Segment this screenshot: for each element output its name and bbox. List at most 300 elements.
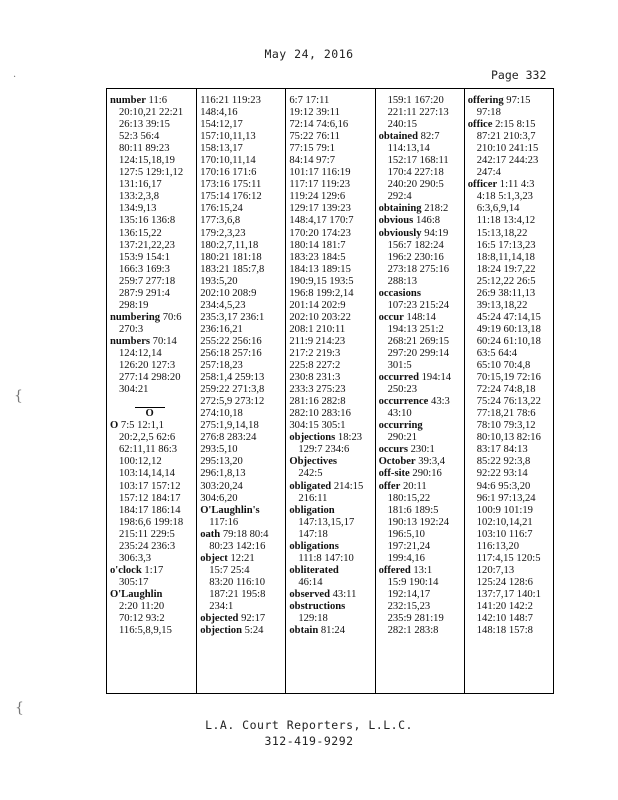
index-term-word: offering [467, 95, 504, 106]
index-reference-line: 235:24 236:3 [119, 540, 176, 552]
index-term-word: O'Laughlin [110, 588, 163, 600]
index-term-entry [110, 312, 196, 324]
index-term-entry [200, 505, 285, 517]
index-term-word: offered [378, 564, 411, 576]
index-reference-line: 295:13,20 [200, 456, 243, 468]
index-term-refs: 97:15 [503, 95, 531, 106]
index-term-entry [110, 565, 196, 577]
index-term-refs: 11:6 [145, 95, 167, 106]
index-reference-line: 196:5,10 [387, 528, 425, 540]
transcript-date: May 24, 2016 [264, 47, 354, 61]
index-reference-line: 298:19 [119, 299, 149, 311]
index-reference-line: 297:20 299:14 [387, 347, 450, 359]
index-reference-line: 135:16 136:8 [119, 215, 176, 227]
index-reference-line: 147:18 [298, 528, 328, 540]
index-reference-line: 65:10 70:4,8 [476, 360, 531, 372]
index-reference-line: 80:10,13 82:16 [476, 432, 541, 444]
index-reference-line: 124:12,14 [119, 347, 162, 359]
index-reference-line: 216:11 [298, 492, 328, 504]
index-term-word: numbers [110, 335, 151, 347]
index-term-word: occurrence [378, 396, 429, 408]
index-reference-line: 18:24 19:7,22 [476, 263, 536, 275]
index-reference-line: 45:24 47:14,15 [476, 311, 541, 323]
index-term-word: officer [467, 179, 498, 191]
index-reference-line: 221:11 227:13 [387, 107, 449, 119]
index-term-refs: 43:11 [329, 588, 357, 600]
index-reference-line: 180:2,7,11,18 [200, 239, 259, 251]
index-reference-line: 134:9,13 [119, 203, 157, 215]
index-reference-line: 156:7 182:24 [387, 239, 444, 251]
index-reference-line: 129:7 234:6 [298, 444, 350, 456]
index-reference-line: 147:13,15,17 [298, 516, 355, 528]
index-term-word: oath [200, 528, 221, 540]
index-reference-line: 177:3,6,8 [200, 215, 241, 227]
index-term-entry [379, 228, 464, 240]
index-column [375, 89, 464, 693]
index-reference-line: 175:14 176:12 [200, 191, 262, 203]
index-reference-line: 103:10 116:7 [476, 528, 533, 540]
index-reference-line: 15:13,18,22 [476, 227, 528, 239]
index-reference-line: 87:21 210:3,7 [476, 131, 536, 143]
index-term-refs: 214:15 [331, 480, 364, 492]
index-reference-line: 192:14,17 [387, 588, 431, 600]
index-reference-line: 70:12 93:2 [119, 613, 165, 625]
index-term-word: obvious [378, 215, 414, 227]
index-term-word: numbering [110, 311, 161, 323]
index-term-refs: 2:15 8:15 [492, 119, 536, 131]
index-reference-line: 170:20 174:23 [289, 227, 351, 239]
index-term-entry [289, 565, 374, 577]
index-reference-line: 198:6,6 199:18 [119, 516, 184, 528]
index-reference-line: 116:5,8,9,15 [119, 625, 172, 637]
index-reference-line: 62:11,11 86:3 [119, 444, 178, 456]
index-term-word: office [467, 119, 493, 131]
index-term-entry [379, 420, 464, 432]
index-term-entry [379, 565, 464, 577]
index-reference-line: 129:17 139:23 [289, 203, 351, 215]
index-term-word: obligations [289, 540, 339, 552]
index-term-word: October [378, 456, 416, 468]
index-reference-line: 101:17 116:19 [289, 167, 351, 179]
index-reference-line: 11:18 13:4,12 [476, 215, 536, 227]
index-reference-line: 60:24 61:10,18 [476, 335, 541, 347]
index-reference-line: 148:18 157:8 [476, 625, 533, 637]
index-reference-line: 181:6 189:5 [387, 504, 439, 516]
index-reference-line: 83:20 116:10 [209, 576, 266, 588]
index-reference-line: 142:10 148:7 [476, 613, 533, 625]
binding-hole-mark-icon: { [14, 388, 23, 404]
index-reference-line: 4:18 5:1,3,23 [476, 191, 533, 203]
index-reference-line: 158:13,17 [200, 143, 243, 155]
index-reference-line: 240:20 290:5 [387, 179, 444, 191]
index-reference-line: 111:8 147:10 [298, 552, 354, 564]
index-term-entry [110, 589, 196, 601]
index-reference-line: 257:18,23 [200, 360, 243, 372]
section-letter: O [135, 407, 164, 419]
index-term-refs: 1:17 [141, 564, 164, 576]
index-reference-line: 240:15 [387, 119, 417, 131]
page-number: Page 332 [491, 68, 547, 82]
index-reference-line: 180:21 181:18 [200, 251, 262, 263]
index-reference-line: 103:17 157:12 [119, 480, 181, 492]
index-reference-line: 275:1,9,14,18 [200, 420, 259, 432]
index-reference-line: 276:8 283:24 [200, 432, 257, 444]
index-term-word: occasions [378, 287, 421, 299]
index-reference-line: 46:14 [298, 576, 323, 588]
index-reference-line: 232:15,23 [387, 600, 431, 612]
index-term-word: objection [200, 625, 242, 637]
index-reference-line: 270:3 [119, 323, 144, 335]
index-reference-line: 180:14 181:7 [289, 239, 346, 251]
index-reference-line: 293:5,10 [200, 444, 238, 456]
index-reference-line: 288:13 [387, 275, 417, 287]
index-term-entry [379, 372, 464, 384]
scan-mark-icon: · [13, 72, 17, 83]
index-reference-line: 126:20 127:3 [119, 360, 176, 372]
index-term-entry [289, 505, 374, 517]
index-term-word: obligation [289, 504, 335, 516]
index-reference-line: 127:5 129:1,12 [119, 167, 184, 179]
index-term-entry [379, 456, 464, 468]
footer-reporter-name: L.A. Court Reporters, L.L.C. [205, 718, 413, 732]
index-reference-line: 120:7,13 [476, 564, 515, 576]
index-reference-line: 39:13,18,22 [476, 299, 528, 311]
index-reference-line: 235:9 281:19 [387, 613, 444, 625]
index-reference-line: 6:7 17:11 [289, 95, 330, 106]
index-reference-line: 190:13 192:24 [387, 516, 450, 528]
index-term-refs: 1:11 4:3 [497, 179, 535, 191]
index-reference-line: 197:21,24 [387, 540, 431, 552]
index-term-entry [379, 288, 464, 300]
index-term-word: occur [378, 311, 404, 323]
index-term-entry [200, 553, 285, 565]
index-column [464, 89, 553, 693]
index-reference-line: 70:15,19 72:16 [476, 372, 541, 384]
index-reference-line: 26:9 38:11,13 [476, 287, 536, 299]
index-term-word: occurred [378, 372, 419, 384]
binding-hole-mark-icon: { [15, 700, 24, 716]
index-reference-line: 211:9 214:23 [289, 335, 346, 347]
index-reference-line: 116:21 119:23 [200, 95, 261, 106]
index-reference-line: 196:2 230:16 [387, 251, 444, 263]
index-term-entry [289, 541, 374, 553]
index-term-refs: 5:24 [241, 625, 264, 637]
index-reference-line: 190:9,15 193:5 [289, 275, 354, 287]
index-term-refs: 230:1 [407, 444, 435, 456]
index-term-entry [289, 601, 374, 613]
index-reference-line: 193:5,20 [200, 275, 238, 287]
index-reference-line: 131:16,17 [119, 179, 162, 191]
index-reference-line: 194:13 251:2 [387, 323, 444, 335]
index-reference-line: 2:20 11:20 [119, 600, 165, 612]
index-reference-line: 124:15,18,19 [119, 155, 175, 167]
index-reference-line: 43:10 [387, 408, 412, 420]
index-reference-line: 116:13,20 [476, 540, 520, 552]
index-reference-line: 83:17 84:13 [476, 444, 528, 456]
index-reference-line: 306:3,3 [119, 552, 152, 564]
index-reference-line: 20:10,21 22:21 [119, 107, 184, 119]
index-term-refs: 7:5 12:1,1 [118, 420, 164, 432]
index-term-word: Objectives [289, 456, 338, 468]
index-reference-line: 137:7,17 140:1 [476, 588, 541, 600]
index-reference-line: 259:22 271:3,8 [200, 384, 265, 396]
index-reference-line: 100:12,12 [119, 456, 162, 468]
index-term-entry [379, 203, 464, 215]
index-reference-line: 170:16 171:6 [200, 167, 257, 179]
index-term-entry [289, 456, 374, 468]
footer-phone: 312-419-9292 [264, 734, 354, 748]
index-reference-line: 303:20,24 [200, 480, 243, 492]
index-column [196, 89, 285, 693]
index-term-refs: 20:11 [400, 480, 427, 492]
index-term-entry [379, 215, 464, 227]
index-reference-line: 180:15,22 [387, 492, 431, 504]
index-reference-line: 72:14 74:6,16 [289, 119, 349, 131]
index-reference-line: 225:8 227:2 [289, 360, 341, 372]
index-term-refs: 146:8 [413, 215, 441, 227]
index-reference-line: 166:3 169:3 [119, 263, 170, 275]
index-reference-line: 292:4 [387, 191, 412, 203]
index-term-word: observed [289, 588, 330, 600]
index-reference-line: 234:1 [209, 600, 234, 612]
index-reference-line: 233:3 275:23 [289, 384, 346, 396]
index-reference-line: 77:18,21 78:6 [476, 408, 536, 420]
index-reference-line: 296:1,8,13 [200, 468, 246, 480]
index-reference-line: 290:21 [387, 432, 417, 444]
index-reference-line: 148:4,16 [200, 107, 238, 119]
index-reference-line: 63:5 64:4 [476, 347, 518, 359]
index-reference-line: 305:17 [119, 576, 149, 588]
index-reference-line: 107:23 215:24 [387, 299, 450, 311]
index-term-word: obliterated [289, 564, 339, 576]
index-reference-line: 133:2,3,8 [119, 191, 160, 203]
index-reference-line: 272:5,9 273:12 [200, 396, 265, 408]
index-reference-line: 304:21 [119, 384, 149, 396]
index-term-word: obtained [378, 131, 419, 143]
index-reference-line: 230:8 231:3 [289, 372, 341, 384]
index-term-word: obtaining [378, 203, 422, 215]
index-reference-line: 184:13 189:15 [289, 263, 351, 275]
index-reference-line: 136:15,22 [119, 227, 162, 239]
index-reference-line: 114:13,14 [387, 143, 430, 155]
index-term-entry [200, 529, 285, 541]
index-term-entry [468, 179, 553, 191]
index-term-word: number [110, 95, 146, 106]
index-reference-line: 259:7 277:18 [119, 275, 176, 287]
index-term-refs: 12:21 [227, 552, 255, 564]
index-reference-line: 179:2,3,23 [200, 227, 246, 239]
index-reference-line: 170:4 227:18 [387, 167, 444, 179]
index-reference-line: 210:10 241:15 [476, 143, 539, 155]
index-reference-line: 176:15,24 [200, 203, 243, 215]
index-term-refs: 70:14 [150, 335, 177, 347]
index-term-refs: 290:16 [409, 468, 442, 480]
index-reference-line: 236:16,21 [200, 323, 243, 335]
index-term-word: occurring [378, 420, 423, 432]
index-reference-line: 274:10,18 [200, 408, 243, 420]
index-term-refs: 70:6 [160, 311, 182, 323]
index-reference-line: 75:22 76:11 [289, 131, 340, 143]
index-term-refs: 81:24 [318, 625, 346, 637]
index-reference-line: 215:11 229:5 [119, 528, 175, 540]
index-reference-line: 258:1,4 259:13 [200, 372, 265, 384]
index-term-refs: 82:7 [418, 131, 440, 143]
index-term-entry [468, 119, 553, 131]
index-reference-line: 184:17 186:14 [119, 504, 181, 516]
index-reference-line: 154:12,17 [200, 119, 243, 131]
index-term-word: obstructions [289, 600, 346, 612]
index-reference-line: 250:23 [387, 384, 417, 396]
index-reference-line: 304:6,20 [200, 492, 238, 504]
index-term-word: O [110, 420, 119, 432]
index-term-word: obviously [378, 227, 422, 239]
index-term-entry [379, 131, 464, 143]
index-reference-line: 6:3,6,9,14 [476, 203, 520, 215]
index-reference-line: 103:14,14,14 [119, 468, 175, 480]
index-term-entry [468, 95, 553, 107]
index-reference-line: 129:18 [298, 613, 328, 625]
index-term-word: o'clock [110, 564, 142, 576]
index-reference-line: 242:17 244:23 [476, 155, 539, 167]
index-term-entry [200, 625, 285, 637]
index-reference-line: 173:16 175:11 [200, 179, 262, 191]
index-term-entry [379, 396, 464, 408]
word-index-table [106, 88, 554, 694]
index-term-refs: 18:23 [335, 432, 363, 444]
index-reference-line: 72:24 74:8,18 [476, 384, 536, 396]
index-reference-line: 282:10 283:16 [289, 408, 351, 420]
index-term-entry [200, 613, 285, 625]
index-term-entry [379, 468, 464, 480]
index-reference-line: 282:1 283:8 [387, 625, 439, 637]
index-term-entry [379, 312, 464, 324]
index-term-word: obligated [289, 480, 332, 492]
index-reference-line: 199:4,16 [387, 552, 425, 564]
index-reference-line: 97:18 [476, 107, 501, 119]
index-reference-line: 80:11 89:23 [119, 143, 170, 155]
index-reference-line: 78:10 79:3,12 [476, 420, 536, 432]
index-reference-line: 183:21 185:7,8 [200, 263, 265, 275]
index-reference-line: 187:21 195:8 [209, 588, 266, 600]
index-reference-line: 256:18 257:16 [200, 347, 262, 359]
index-reference-line: 247:4 [476, 167, 501, 179]
index-reference-line: 281:16 282:8 [289, 396, 346, 408]
index-reference-line: 119:24 129:6 [289, 191, 346, 203]
index-reference-line: 117:16 [209, 516, 239, 528]
index-reference-line: 77:15 79:1 [289, 143, 335, 155]
index-reference-line: 92:22 93:14 [476, 468, 528, 480]
index-reference-line: 159:1 167:20 [387, 95, 444, 106]
index-reference-line: 157:12 184:17 [119, 492, 181, 504]
index-reference-line: 19:12 39:11 [289, 107, 340, 119]
index-term-entry [379, 444, 464, 456]
index-reference-line: 20:2,2,5 62:6 [119, 432, 176, 444]
index-term-refs: 194:14 [418, 372, 452, 384]
index-term-entry [110, 336, 196, 348]
index-reference-line: 202:10 203:22 [289, 311, 351, 323]
index-reference-line: 137:21,22,23 [119, 239, 175, 251]
index-reference-line: 304:15 305:1 [289, 420, 346, 432]
index-reference-line: 170:10,11,14 [200, 155, 256, 167]
index-reference-line: 183:23 184:5 [289, 251, 346, 263]
index-reference-line: 287:9 291:4 [119, 287, 170, 299]
index-term-word: obtain [289, 625, 319, 637]
index-reference-line: 117:17 119:23 [289, 179, 351, 191]
index-reference-line: 202:10 208:9 [200, 287, 257, 299]
index-reference-line: 16:5 17:13,23 [476, 239, 536, 251]
index-reference-line: 49:19 60:13,18 [476, 323, 541, 335]
index-reference-line: 277:14 298:20 [119, 372, 181, 384]
index-term-word: off-site [378, 468, 410, 480]
index-term-refs: 43:3 [428, 396, 450, 408]
index-reference-line: 18:8,11,14,18 [476, 251, 535, 263]
index-reference-line: 15:7 25:4 [209, 564, 250, 576]
index-reference-line: 94:6 95:3,20 [476, 480, 531, 492]
index-term-entry [110, 420, 196, 432]
index-term-entry [379, 481, 464, 493]
index-reference-line: 15:9 190:14 [387, 576, 439, 588]
index-reference-line: 75:24 76:13,22 [476, 396, 541, 408]
index-reference-line: 26:13 39:15 [119, 119, 170, 131]
index-reference-line: 141:20 142:2 [476, 600, 533, 612]
index-reference-line: 102:10,14,21 [476, 516, 533, 528]
index-reference-line: 153:9 154:1 [119, 251, 170, 263]
index-reference-line: 208:1 210:11 [289, 323, 346, 335]
index-term-word: offer [378, 480, 401, 492]
index-reference-line: 148:4,17 170:7 [289, 215, 354, 227]
index-term-refs: 13:1 [410, 564, 433, 576]
index-reference-line: 152:17 168:11 [387, 155, 449, 167]
index-reference-line: 85:22 92:3,8 [476, 456, 531, 468]
index-reference-line: 196:8 199:2,14 [289, 287, 354, 299]
index-column [107, 89, 196, 693]
index-term-refs: 39:3,4 [415, 456, 446, 468]
index-term-refs: 94:19 [421, 227, 449, 239]
index-reference-line: 268:21 269:15 [387, 335, 450, 347]
index-reference-line: 157:10,11,13 [200, 131, 256, 143]
index-term-entry [289, 589, 374, 601]
index-term-entry [289, 432, 374, 444]
index-reference-line: 301:5 [387, 360, 412, 372]
letter-section-heading [110, 408, 196, 420]
index-reference-line: 235:3,17 236:1 [200, 311, 265, 323]
index-term-word: objections [289, 432, 336, 444]
index-reference-line: 80:23 142:16 [209, 540, 266, 552]
index-term-word: O'Laughlin's [200, 504, 260, 516]
index-term-refs: 92:17 [238, 613, 266, 625]
index-term-refs: 79:18 80:4 [220, 528, 269, 540]
index-term-entry [289, 481, 374, 493]
index-reference-line: 201:14 202:9 [289, 299, 346, 311]
index-term-refs: 218:2 [421, 203, 449, 215]
index-reference-line: 84:14 97:7 [289, 155, 335, 167]
index-term-entry [289, 625, 374, 637]
index-term-refs: 148:14 [403, 311, 436, 323]
index-reference-line: 52:3 56:4 [119, 131, 160, 143]
index-term-word: objected [200, 613, 239, 625]
index-column [285, 89, 374, 693]
index-reference-line: 242:5 [298, 468, 323, 480]
index-reference-line: 25:12,22 26:5 [476, 275, 536, 287]
index-term-word: occurs [378, 444, 408, 456]
index-reference-line: 125:24 128:6 [476, 576, 533, 588]
index-reference-line: 217:2 219:3 [289, 347, 341, 359]
index-term-entry [110, 95, 196, 107]
index-reference-line: 100:9 101:19 [476, 504, 533, 516]
index-reference-line: 96:1 97:13,24 [476, 492, 536, 504]
index-reference-line: 117:4,15 120:5 [476, 552, 541, 564]
index-reference-line: 273:18 275:16 [387, 263, 450, 275]
